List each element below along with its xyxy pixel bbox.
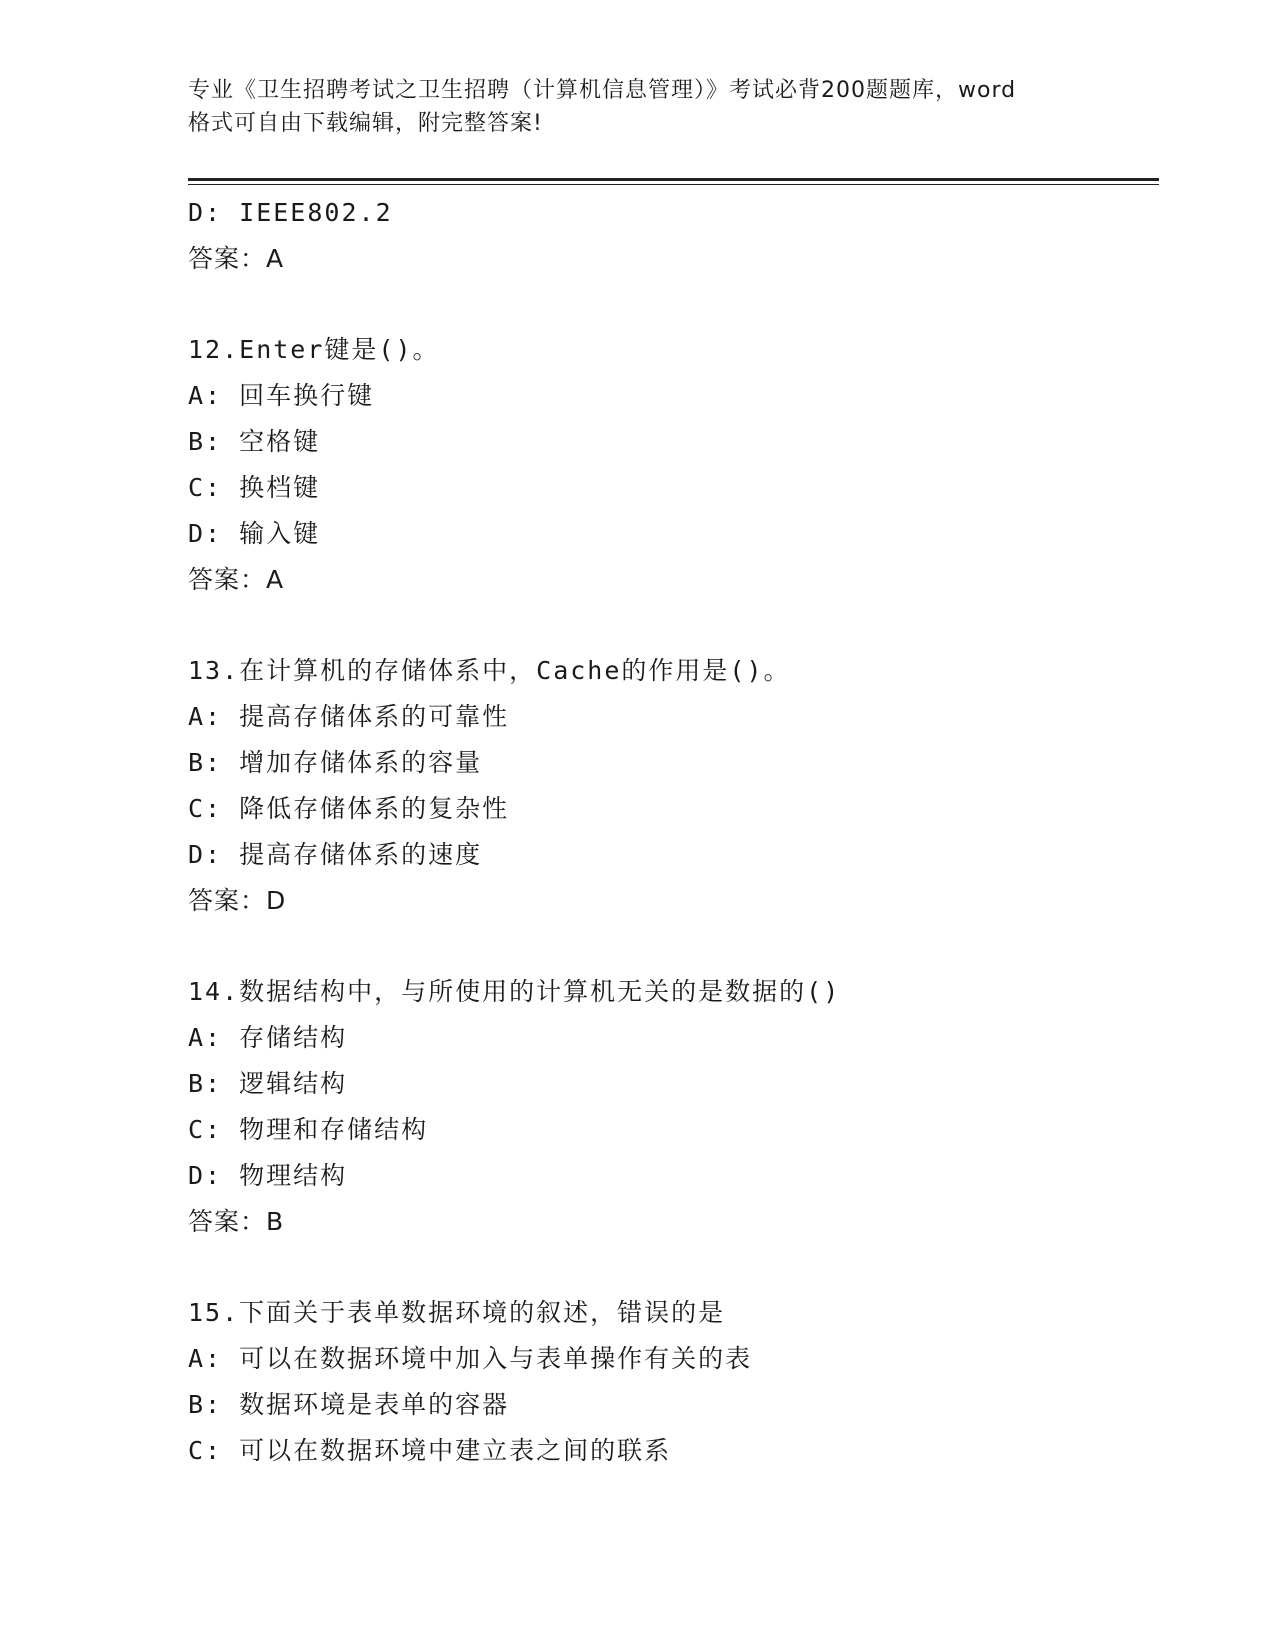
answer-line: 答案：A (188, 565, 285, 594)
answer-line: 答案：A (188, 244, 285, 273)
document-header (188, 74, 1088, 140)
option-a: A: 可以在数据环境中加入与表单操作有关的表 (188, 1344, 753, 1373)
question-stem: 13.在计算机的存储体系中，Cache的作用是()。 (188, 656, 791, 685)
option-d: D: 物理结构 (188, 1161, 348, 1190)
option-c: C: 降低存储体系的复杂性 (188, 794, 510, 823)
option-c: C: 物理和存储结构 (188, 1115, 429, 1144)
question-11-tail (188, 190, 1168, 282)
question-list (188, 190, 1168, 1474)
option-a: A: 存储结构 (188, 1023, 348, 1052)
option-b: B: 空格键 (188, 427, 321, 456)
option-a: A: 提高存储体系的可靠性 (188, 702, 510, 731)
answer-line: 答案：B (188, 1207, 285, 1236)
question-14 (188, 969, 1168, 1245)
option-b: B: 数据环境是表单的容器 (188, 1390, 510, 1419)
question-12 (188, 327, 1168, 603)
option-d: D: 输入键 (188, 519, 321, 548)
option-d: D: IEEE802.2 (188, 198, 393, 227)
question-15 (188, 1290, 1168, 1474)
answer-line: 答案：D (188, 886, 287, 915)
header-divider-thick (188, 178, 1159, 181)
header-divider-thin (188, 184, 1159, 185)
question-stem: 15.下面关于表单数据环境的叙述，错误的是 (188, 1298, 726, 1327)
question-stem: 12.Enter键是()。 (188, 335, 440, 364)
option-c: C: 可以在数据环境中建立表之间的联系 (188, 1436, 672, 1465)
question-stem: 14.数据结构中，与所使用的计算机无关的是数据的() (188, 977, 841, 1006)
spacer (188, 1245, 1168, 1290)
question-13 (188, 648, 1168, 924)
spacer (188, 924, 1168, 969)
option-b: B: 增加存储体系的容量 (188, 748, 483, 777)
header-line-1: 专业《卫生招聘考试之卫生招聘（计算机信息管理）》考试必背200题题库，word (188, 78, 1017, 103)
option-d: D: 提高存储体系的速度 (188, 840, 483, 869)
option-b: B: 逻辑结构 (188, 1069, 348, 1098)
spacer (188, 603, 1168, 648)
spacer (188, 282, 1168, 327)
header-line-2: 格式可自由下载编辑，附完整答案! (188, 111, 543, 136)
option-c: C: 换档键 (188, 473, 321, 502)
option-a: A: 回车换行键 (188, 381, 375, 410)
